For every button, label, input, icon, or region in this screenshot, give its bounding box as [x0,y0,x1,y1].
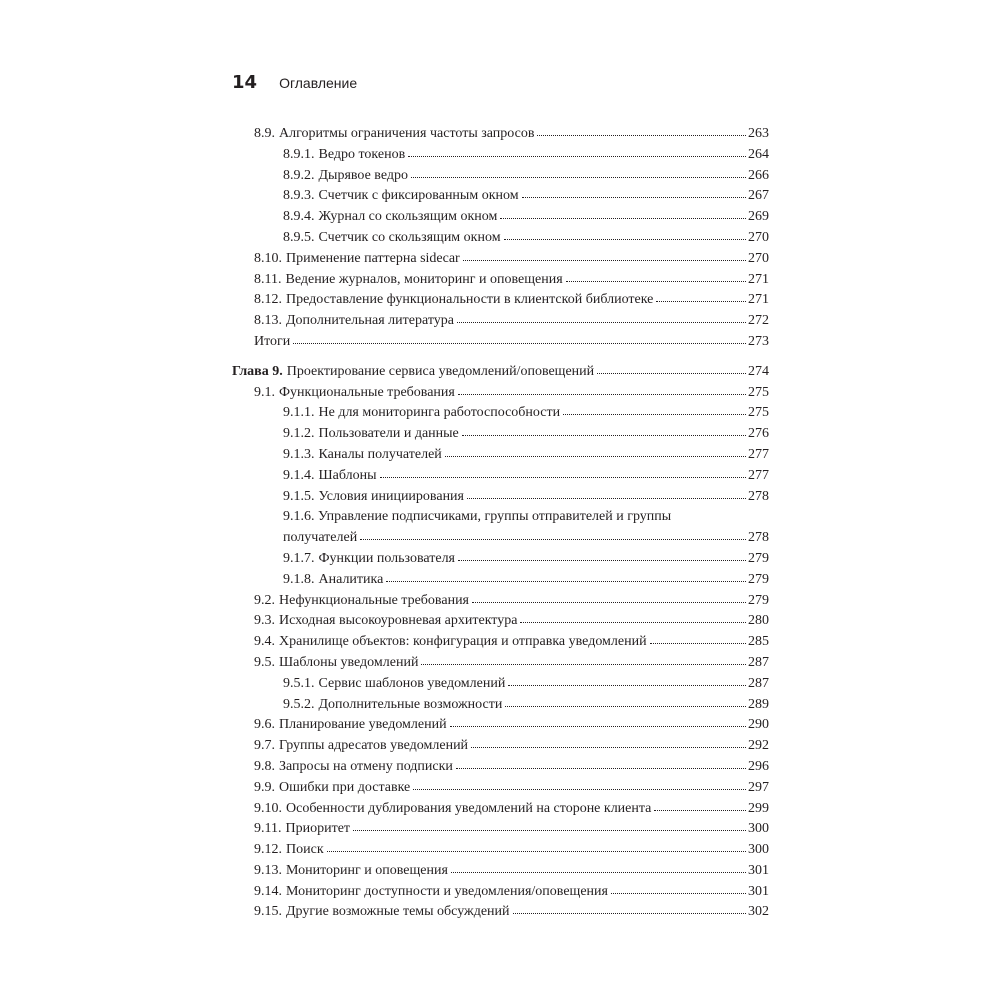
toc-entry-page: 290 [748,717,769,733]
toc-entry-title: Ошибки при доставке [279,779,411,795]
toc-leader-dots [513,901,746,914]
toc-entry-title: Алгоритмы ограничения частоты запросов [279,126,535,141]
toc-entry-title: Проектирование сервиса уведомлений/оповещений [286,363,595,379]
toc-entry-title-continued: получателей [283,530,358,546]
toc-entry-page: 299 [748,800,769,816]
toc-entry-title: Функции пользователя [318,550,455,566]
toc-entry-title: Поиск [286,842,324,858]
toc-entry-page: 272 [748,313,769,329]
toc-entry [232,290,769,311]
toc-entry-page: 269 [748,209,769,225]
toc-leader-dots [445,444,746,457]
toc-leader-dots [505,694,746,707]
toc-entry-page: 289 [748,696,769,712]
toc-entry-title: Журнал со скользящим окном [318,209,498,225]
toc-entry-title: Каналы получателей [318,446,442,462]
toc-entry-number: 9.1.7. [283,550,315,566]
toc-entry-page: 301 [748,883,769,899]
toc-entry-number: 9.1.5. [283,488,315,504]
running-title: Оглавление [279,75,358,91]
toc-leader-dots [463,248,746,261]
toc-entry-title: Мониторинг доступности и уведомления/оповещения [286,883,608,899]
toc-leader-dots [353,818,746,831]
toc-entry [232,228,769,249]
toc-entry-title: Дырявое ведро [318,167,408,183]
toc-leader-dots [504,227,746,240]
toc-leader-dots [566,269,746,282]
toc-entry-page: 296 [748,758,769,774]
toc-entry-title: Группы адресатов уведомлений [279,738,469,754]
table-of-contents [232,124,769,923]
toc-entry-page: 278 [748,530,769,546]
toc-entry [232,882,769,903]
toc-entry-page: 270 [748,250,769,266]
toc-entry-number: 9.15. [254,904,282,920]
toc-entry-title: Счетчик со скользящим окном [318,229,501,245]
toc-entry-title: Не для мониторинга работоспособности [318,405,561,421]
toc-entry [232,549,769,570]
toc-entry-title: Ведро токенов [318,146,406,162]
toc-leader-dots [457,310,746,323]
toc-entry [232,819,769,840]
toc-entry-page: 300 [748,842,769,858]
toc-entry [232,445,769,466]
toc-leader-dots [508,673,746,686]
toc-chapter-label: Глава 9. [232,363,283,379]
toc-entry-title: Особенности дублирования уведомлений на стороне клиента [286,800,652,816]
toc-entry-number: 9.14. [254,883,282,899]
toc-leader-dots [360,527,746,540]
toc-entry-page: 277 [748,446,769,462]
toc-entry [232,249,769,270]
toc-entry-page: 285 [748,634,769,650]
toc-entry [232,611,769,632]
toc-entry-page: 267 [748,188,769,204]
toc-entry-number: 8.13. [254,313,282,329]
toc-entry [232,487,769,508]
toc-leader-dots [293,331,746,344]
toc-entry [232,902,769,923]
toc-entry [232,632,769,653]
toc-entry [232,840,769,861]
toc-leader-dots [456,756,746,769]
toc-entry [232,383,769,404]
toc-entry-page: 263 [748,126,769,141]
toc-entry [232,778,769,799]
toc-entry-number: 9.8. [254,758,275,774]
toc-entry-title: Мониторинг и оповещения [286,862,448,878]
toc-entry [232,695,769,716]
toc-chapter-entry [232,362,769,383]
toc-leader-dots [386,569,746,582]
toc-entry-number: 9.6. [254,717,275,733]
toc-entry-number: 9.7. [254,738,275,754]
toc-leader-dots [650,631,746,644]
toc-leader-dots [380,465,747,478]
toc-entry-page: 302 [748,904,769,920]
toc-leader-dots [563,402,746,415]
toc-entry-page: 280 [748,613,769,629]
toc-entry [232,424,769,445]
toc-leader-dots [500,206,746,219]
toc-entry [232,124,769,145]
toc-leader-dots [458,548,746,561]
toc-entry-number: 9.3. [254,613,275,629]
toc-entry-number: 9.4. [254,634,275,650]
toc-entry [232,403,769,424]
toc-entry-page: 279 [748,592,769,608]
toc-entry [232,311,769,332]
toc-entry-title: Планирование уведомлений [279,717,447,733]
toc-entry-number: 8.11. [254,271,282,287]
toc-entry-number: 9.1.3. [283,446,315,462]
toc-entry-number: 9.11. [254,821,282,837]
toc-entry [232,799,769,820]
toc-entry-title: Управление подписчиками, группы отправителей и группы [318,509,672,525]
toc-leader-dots [611,881,746,894]
toc-entry [232,145,769,166]
toc-entry-number: 8.9.4. [283,209,315,225]
page-number: 14 [232,72,258,93]
toc-entry [232,861,769,882]
toc-entry [232,186,769,207]
toc-leader-dots [450,714,746,727]
toc-entry-title: Ведение журналов, мониторинг и оповещения [285,271,563,287]
toc-entry-number: 9.5.1. [283,675,315,691]
toc-entry-page: 274 [748,363,769,379]
toc-entry-page: 275 [748,384,769,400]
toc-entry [232,736,769,757]
toc-entry-page: 287 [748,675,769,691]
toc-leader-dots [458,382,746,395]
toc-entry [232,653,769,674]
toc-entry-page: 271 [748,271,769,287]
toc-entry-page: 273 [748,333,769,349]
toc-entry-number: 9.13. [254,862,282,878]
toc-entry-number: 9.12. [254,842,282,858]
toc-entry-page: 287 [748,654,769,670]
toc-entry-number: 9.1.8. [283,571,315,587]
toc-entry-page: 278 [748,488,769,504]
toc-leader-dots [472,590,746,603]
toc-leader-dots [327,839,746,852]
toc-entry [232,715,769,736]
toc-entry [232,166,769,187]
toc-entry-title: Предоставление функциональности в клиентской библиотеке [286,292,654,308]
toc-entry-number: 9.1.2. [283,426,315,442]
toc-entry-title: Аналитика [318,571,384,587]
toc-entry-number: 9.10. [254,800,282,816]
toc-entry-title: Нефункциональные требования [279,592,469,608]
toc-leader-dots [451,860,746,873]
toc-leader-dots [537,123,746,136]
toc-entry-number: 9.1. [254,384,275,400]
toc-entry-title: Другие возможные темы обсуждений [286,904,510,920]
toc-entry-title: Исходная высокоуровневая архитектура [279,613,518,629]
toc-leader-dots [408,144,746,157]
toc-entry [232,332,769,353]
toc-leader-dots [522,185,746,198]
toc-entry-title: Итоги [254,333,291,349]
toc-entry-page: 277 [748,467,769,483]
toc-entry [232,591,769,612]
toc-entry-title: Шаблоны [318,467,377,483]
toc-entry-page: 271 [748,292,769,308]
toc-leader-dots [597,361,746,374]
toc-entry-wrapped-line [232,507,769,528]
toc-entry-number: 9.5.2. [283,696,315,712]
toc-entry [232,466,769,487]
toc-entry-number: 8.9.1. [283,146,315,162]
toc-entry-title: Счетчик с фиксированным окном [318,188,519,204]
toc-entry-title: Пользователи и данные [318,426,459,442]
toc-leader-dots [520,610,746,623]
toc-leader-dots [467,486,746,499]
toc-leader-dots [411,165,746,178]
toc-entry-title: Сервис шаблонов уведомлений [318,675,506,691]
toc-entry-page: 264 [748,146,769,162]
toc-entry [232,528,769,549]
toc-entry-title: Приоритет [285,821,351,837]
toc-entry-page: 300 [748,821,769,837]
toc-entry-title: Хранилище объектов: конфигурация и отправка уведомлений [279,634,647,650]
toc-entry-title: Дополнительная литература [286,313,454,329]
toc-entry-number: 9.1.4. [283,467,315,483]
toc-entry-page: 301 [748,862,769,878]
toc-entry-title: Шаблоны уведомлений [279,654,419,670]
toc-entry-title: Применение паттерна sidecar [286,250,460,266]
toc-entry-page: 270 [748,229,769,245]
toc-entry-title: Функциональные требования [279,384,455,400]
toc-entry-number: 8.10. [254,250,282,266]
page-header [232,72,357,98]
toc-entry-number: 9.1.1. [283,405,315,421]
toc-entry-page: 275 [748,405,769,421]
toc-entry [232,757,769,778]
toc-entry-page: 276 [748,426,769,442]
toc-entry-number: 9.1.6. [283,509,315,525]
toc-leader-dots [471,735,746,748]
toc-entry-page: 279 [748,571,769,587]
toc-entry-title: Запросы на отмену подписки [279,758,453,774]
toc-entry [232,674,769,695]
toc-entry-number: 9.5. [254,654,275,670]
toc-entry-page: 266 [748,167,769,183]
toc-entry-title: Условия инициирования [318,488,464,504]
toc-entry [232,270,769,291]
toc-entry-number: 9.9. [254,779,275,795]
toc-entry-number: 9.2. [254,592,275,608]
toc-entry-page: 279 [748,550,769,566]
toc-leader-dots [421,652,746,665]
toc-entry-number: 8.9. [254,126,275,141]
toc-leader-dots [654,798,746,811]
toc-entry-number: 8.12. [254,292,282,308]
toc-entry-number: 8.9.5. [283,229,315,245]
toc-entry [232,570,769,591]
toc-entry [232,207,769,228]
toc-entry-title: Дополнительные возможности [318,696,503,712]
toc-entry-page: 292 [748,738,769,754]
toc-entry-number: 8.9.2. [283,167,315,183]
toc-entry-number: 8.9.3. [283,188,315,204]
toc-leader-dots [413,777,746,790]
toc-leader-dots [462,423,746,436]
toc-entry-page: 297 [748,779,769,795]
toc-leader-dots [656,289,746,302]
